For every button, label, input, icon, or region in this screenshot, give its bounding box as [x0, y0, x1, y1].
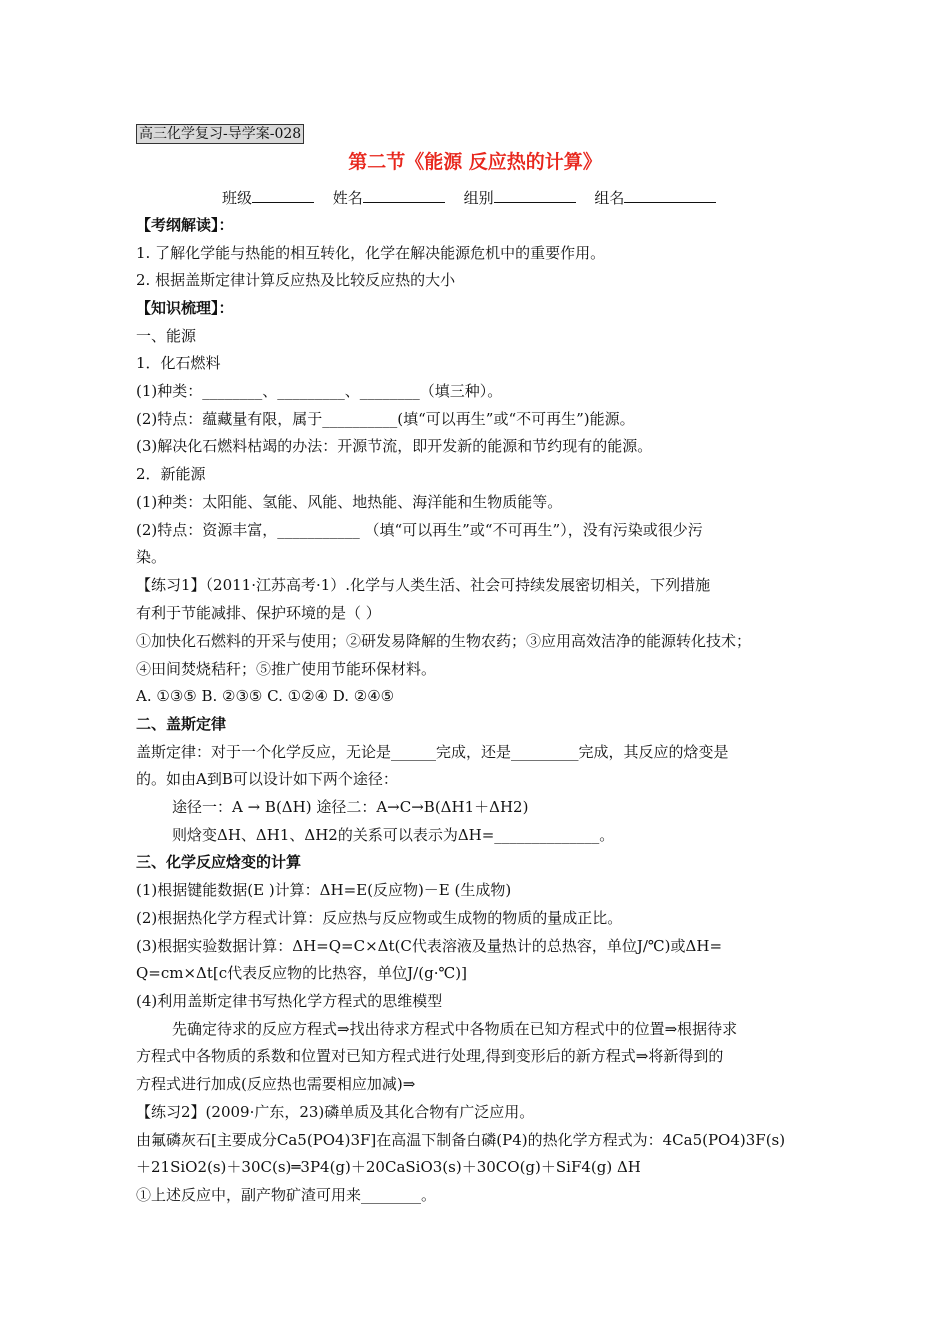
text-line: (1)种类：________、_________、________（填三种）。: [136, 382, 503, 400]
text-line: 的。如由A到B可以设计如下两个途径：: [136, 770, 398, 788]
text-line: 方程式进行加成(反应热也需要相应加减)⇒: [136, 1075, 416, 1093]
class-label: 班级: [222, 189, 253, 207]
class-field[interactable]: [252, 186, 314, 203]
exercise-2-equation: ＋21SiO2(s)＋30C(s)═3P4(g)＋20CaSiO3(s)＋30CO(g)＋SiF4(g) ΔH: [136, 1158, 641, 1176]
exercise-2-question: ①上述反应中，副产物矿渣可用来________。: [136, 1186, 437, 1204]
section-heading-outline: 【考纲解读】：: [136, 216, 234, 234]
group-label: 组别: [463, 189, 494, 207]
exercise-1-choices: A. ①③⑤ B. ②③⑤ C. ①②④ D. ②④⑤: [136, 687, 395, 705]
outline-item: 1. 了解化学能与热能的相互转化，化学在解决能源危机中的重要作用。: [136, 244, 606, 262]
text-line: 染。: [136, 548, 167, 566]
exercise-1-stem: 有利于节能减排、保护环境的是（ ）: [136, 604, 381, 622]
exercise-1-stem: 【练习1】（2011·江苏高考·1）.化学与人类生活、社会可持续发展密切相关，下列措施: [136, 576, 711, 594]
text-line: 先确定待求的反应方程式⇒找出待求方程式中各物质在已知方程式中的位置⇒根据待求: [172, 1020, 738, 1038]
exercise-2-stem: 【练习2】(2009·广东，23)磷单质及其化合物有广泛应用。: [136, 1103, 535, 1121]
section-heading-enthalpy: 三、化学反应焓变的计算: [136, 853, 302, 871]
text-line: (3)根据实验数据计算：ΔH=Q=C×Δt(C代表溶液及量热计的总热容，单位J/℃)或ΔH=: [136, 937, 723, 955]
name-field[interactable]: [363, 186, 445, 203]
subheading-energy: 一、能源: [136, 327, 197, 345]
text-line: (1)种类：太阳能、氢能、风能、地热能、海洋能和生物质能等。: [136, 493, 563, 511]
exercise-1-option-list: ④田间焚烧秸秆；⑤推广使用节能环保材料。: [136, 660, 437, 678]
text-line: 则焓变ΔH、ΔH1、ΔH2的关系可以表示为ΔH=______________。: [172, 826, 615, 844]
text-line: (2)根据热化学方程式计算：反应热与反应物或生成物的物质的量成正比。: [136, 909, 623, 927]
text-line: 方程式中各物质的系数和位置对已知方程式进行处理,得到变形后的新方程式⇒将新得到的: [136, 1047, 724, 1065]
subheading-new-energy: 2．新能源: [136, 465, 206, 483]
page-title: 第二节《能源 反应热的计算》: [348, 151, 602, 173]
name-label: 姓名: [332, 189, 363, 207]
text-line: (2)特点：资源丰富，___________ （填“可以再生”或“不可再生”），没有污染或很少污: [136, 521, 703, 539]
student-info-form: [222, 186, 730, 209]
exercise-1-option-list: ①加快化石燃料的开采与使用；②研发易降解的生物农药；③应用高效洁净的能源转化技术；: [136, 632, 752, 650]
text-line: (1)根据键能数据(E )计算：ΔH=E(反应物)－E (生成物): [136, 881, 512, 899]
text-line: 途径一：A → B(ΔH) 途径二：A→C→B(ΔH1＋ΔH2): [172, 798, 529, 816]
document-tag: 高三化学复习-导学案-028: [136, 124, 304, 144]
exercise-2-text: 由氟磷灰石[主要成分Ca5(PO4)3F]在高温下制备白磷(P4)的热化学方程式为：4Ca5(PO4)3F(s): [136, 1131, 786, 1149]
subheading-fossil-fuel: 1．化石燃料: [136, 354, 221, 372]
group-field[interactable]: [494, 186, 576, 203]
section-heading-knowledge: 【知识梳理】：: [136, 299, 234, 317]
text-line: Q=cm×Δt[c代表反应物的比热容，单位J/(g·℃)]: [136, 964, 467, 982]
outline-item: 2. 根据盖斯定律计算反应热及比较反应热的大小: [136, 271, 456, 289]
text-line: (3)解决化石燃料枯竭的办法：开源节流，即开发新的能源和节约现有的能源。: [136, 437, 653, 455]
text-line: (2)特点：蕴藏量有限，属于__________(填“可以再生”或“不可再生”)能源。: [136, 410, 635, 428]
group-name-label: 组名: [594, 189, 625, 207]
group-name-field[interactable]: [624, 186, 716, 203]
text-line: 盖斯定律：对于一个化学反应，无论是______完成，还是_________完成，其反应的焓变是: [136, 743, 729, 761]
section-heading-hess: 二、盖斯定律: [136, 715, 227, 733]
text-line: (4)利用盖斯定律书写热化学方程式的思维模型: [136, 992, 443, 1010]
